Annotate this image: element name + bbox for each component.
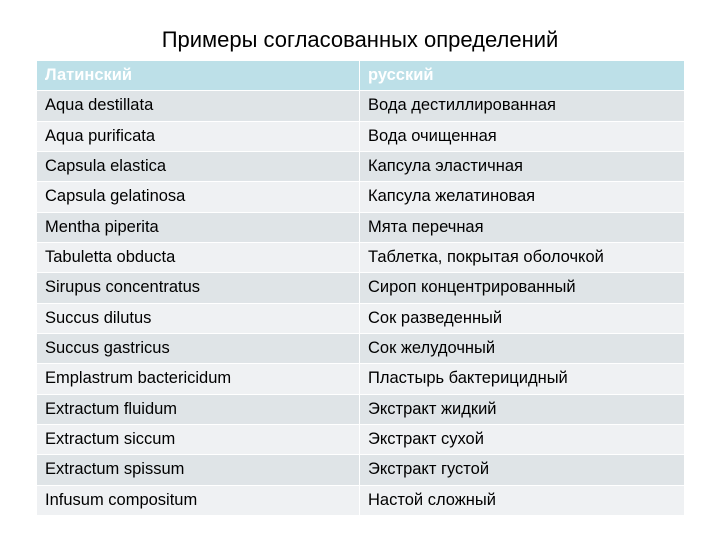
table-row — [37, 121, 685, 151]
table-row — [37, 273, 685, 303]
russian-term-cell: Экстракт сухой — [360, 424, 685, 454]
russian-term-cell: Сок разведенный — [360, 303, 685, 333]
russian-term-cell: Сироп концентрированный — [360, 273, 685, 303]
latin-term-cell: Sirupus concentratus — [37, 273, 360, 303]
latin-term-cell: Extractum siccum — [37, 424, 360, 454]
latin-term-cell: Aqua destillata — [37, 91, 360, 121]
russian-term-cell: Вода дестиллированная — [360, 91, 685, 121]
russian-term-cell: Пластырь бактерицидный — [360, 364, 685, 394]
latin-term-cell: Tabuletta obducta — [37, 242, 360, 272]
table-row — [37, 455, 685, 485]
latin-term-cell: Capsula gelatinosa — [37, 182, 360, 212]
terms-table — [36, 60, 685, 516]
latin-term-cell: Aqua purificata — [37, 121, 360, 151]
table-header-row — [37, 61, 685, 91]
table-row — [37, 151, 685, 181]
latin-term-cell: Capsula elastica — [37, 151, 360, 181]
russian-term-cell: Настой сложный — [360, 485, 685, 515]
page-title: Примеры согласованных определений — [161, 27, 559, 52]
table-row — [37, 212, 685, 242]
russian-term-cell: Мята перечная — [360, 212, 685, 242]
table-row — [37, 333, 685, 363]
column-header-russian: русский — [360, 61, 685, 91]
russian-term-cell: Таблетка, покрытая оболочкой — [360, 242, 685, 272]
table-row — [37, 424, 685, 454]
table-row — [37, 182, 685, 212]
latin-term-cell: Succus gastricus — [37, 333, 360, 363]
russian-term-cell: Вода очищенная — [360, 121, 685, 151]
table-row — [37, 303, 685, 333]
latin-term-cell: Infusum compositum — [37, 485, 360, 515]
russian-term-cell: Капсула желатиновая — [360, 182, 685, 212]
table-row — [37, 364, 685, 394]
latin-term-cell: Extractum fluidum — [37, 394, 360, 424]
latin-term-cell: Mentha piperita — [37, 212, 360, 242]
latin-term-cell: Succus dilutus — [37, 303, 360, 333]
russian-term-cell: Сок желудочный — [360, 333, 685, 363]
table-row — [37, 394, 685, 424]
russian-term-cell: Капсула эластичная — [360, 151, 685, 181]
russian-term-cell: Экстракт жидкий — [360, 394, 685, 424]
latin-term-cell: Emplastrum bactericidum — [37, 364, 360, 394]
table-row — [37, 91, 685, 121]
table-row — [37, 485, 685, 515]
russian-term-cell: Экстракт густой — [360, 455, 685, 485]
table-row — [37, 242, 685, 272]
column-header-latin: Латинский — [37, 61, 360, 91]
latin-term-cell: Extractum spissum — [37, 455, 360, 485]
